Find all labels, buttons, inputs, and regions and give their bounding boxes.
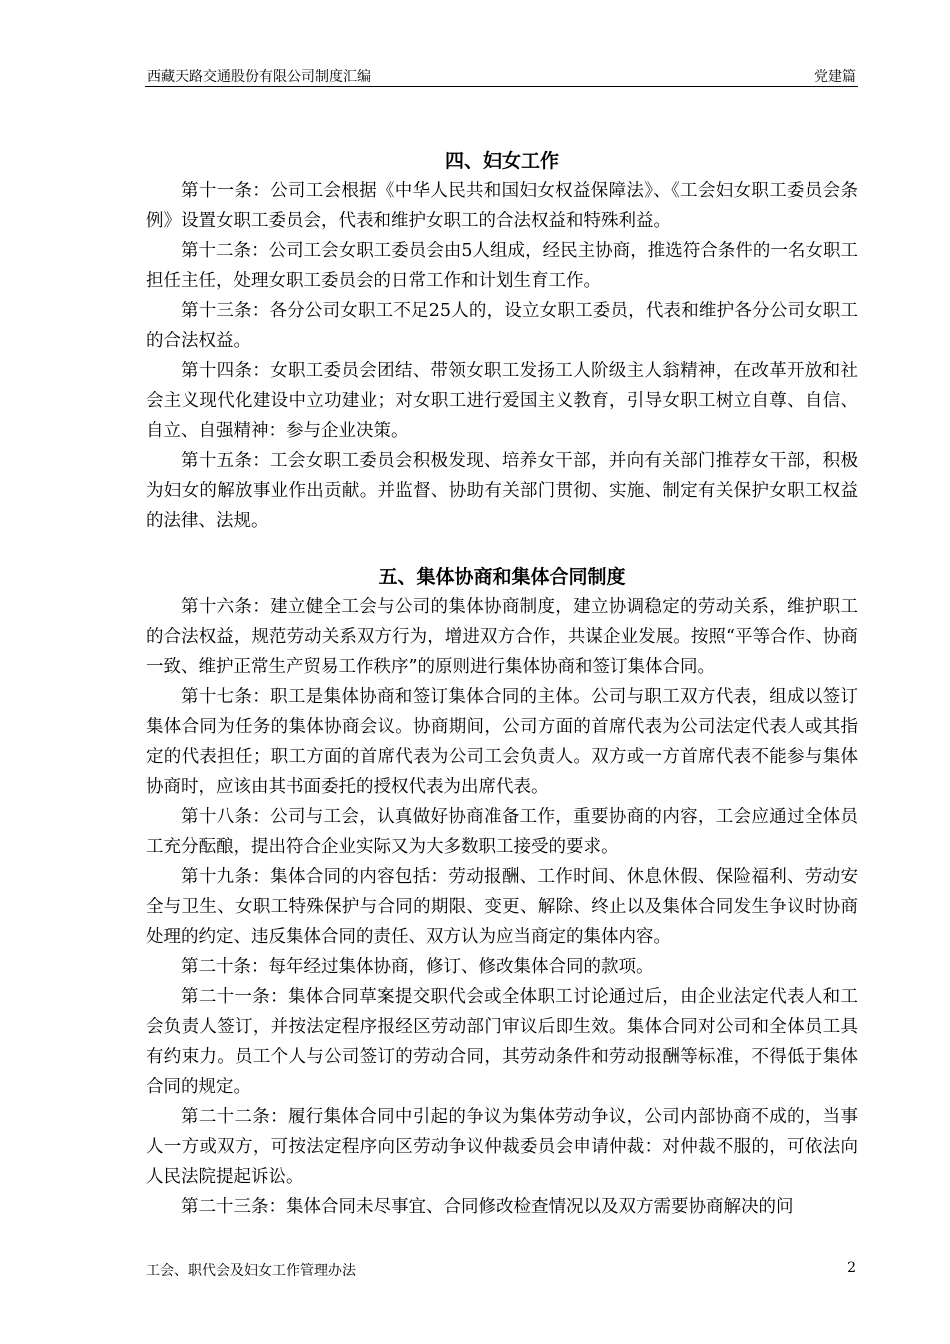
- article-paragraph: 第十二条：公司工会女职工委员会由5人组成，经民主协商，推选符合条件的一名女职工担任主任，处理女职工委员会的日常工作和计划生育工作。: [146, 241, 858, 291]
- article-paragraph: 第十四条：女职工委员会团结、带领女职工发扬工人阶级主人翁精神，在改革开放和社会主义现代化建设中立功建业；对女职工进行爱国主义教育，引导女职工树立自尊、自信、自立、自强精神：参与企业决策。: [146, 361, 858, 441]
- article-paragraph: 第二十条：每年经过集体协商，修订、修改集体合同的款项。: [181, 957, 654, 977]
- footer-title: 工会、职代会及妇女工作管理办法: [146, 1263, 356, 1279]
- section-title: 四、妇女工作: [444, 150, 559, 172]
- section-title: 五、集体协商和集体合同制度: [378, 566, 626, 588]
- article-paragraph: 第二十二条：履行集体合同中引起的争议为集体劳动争议，公司内部协商不成的，当事人一方或双方，可按法定程序向区劳动争议仲裁委员会申请仲裁：对仲裁不服的，可依法向人民法院提起诉讼。: [146, 1107, 858, 1187]
- article-paragraph: 第十九条：集体合同的内容包括：劳动报酬、工作时间、休息休假、保险福利、劳动安全与卫生、女职工特殊保护与合同的期限、变更、解除、终止以及集体合同发生争议时协商处理的约定、违反集体合同的责任、双方认为应当商定的集体内容。: [146, 867, 858, 947]
- article-paragraph: 第十七条：职工是集体协商和签订集体合同的主体。公司与职工双方代表，组成以签订集体合同为任务的集体协商会议。协商期间，公司方面的首席代表为公司法定代表人或其指定的代表担任；职工方面的首席代表为公司工会负责人。双方或一方首席代表不能参与集体协商时，应该由其书面委托的授权代表为出席代表。: [146, 687, 858, 797]
- article-paragraph: 第十五条：工会女职工委员会积极发现、培养女干部，并向有关部门推荐女干部，积极为妇女的解放事业作出贡献。并监督、协助有关部门贯彻、实施、制定有关保护女职工权益的法律、法规。: [146, 451, 858, 531]
- article-paragraph: 第十六条：建立健全工会与公司的集体协商制度，建立协调稳定的劳动关系，维护职工的合法权益，规范劳动关系双方行为，增进双方合作，共谋企业发展。按照“平等合作、协商一致、维护正常生产贸易工作秩序”的原则进行集体协商和签订集体合同。: [146, 597, 858, 677]
- page-number: 2: [847, 1260, 856, 1276]
- article-paragraph: 第二十一条：集体合同草案提交职代会或全体职工讨论通过后，由企业法定代表人和工会负责人签订，并按法定程序报经区劳动部门审议后即生效。集体合同对公司和全体员工具有约束力。员工个人与公司签订的劳动合同，其劳动条件和劳动报酬等标准，不得低于集体合同的规定。: [146, 987, 858, 1097]
- article-paragraph: 第二十三条：集体合同未尽事宜、合同修改检查情况以及双方需要协商解决的问: [181, 1197, 794, 1217]
- article-paragraph: 第十三条：各分公司女职工不足25人的，设立女职工委员，代表和维护各分公司女职工的合法权益。: [146, 301, 858, 351]
- article-paragraph: 第十一条：公司工会根据《中华人民共和国妇女权益保障法》、《工会妇女职工委员会条例》设置女职工委员会，代表和维护女职工的合法权益和特殊利益。: [146, 181, 858, 231]
- header-title: 西藏天路交通股份有限公司制度汇编: [147, 69, 371, 85]
- header-section: 党建篇: [814, 69, 856, 85]
- page-header: [145, 64, 858, 87]
- article-paragraph: 第十八条：公司与工会，认真做好协商准备工作，重要协商的内容，工会应通过全体员工充分酝酿，提出符合企业实际又为大多数职工接受的要求。: [146, 807, 858, 857]
- document-body: [146, 140, 858, 1222]
